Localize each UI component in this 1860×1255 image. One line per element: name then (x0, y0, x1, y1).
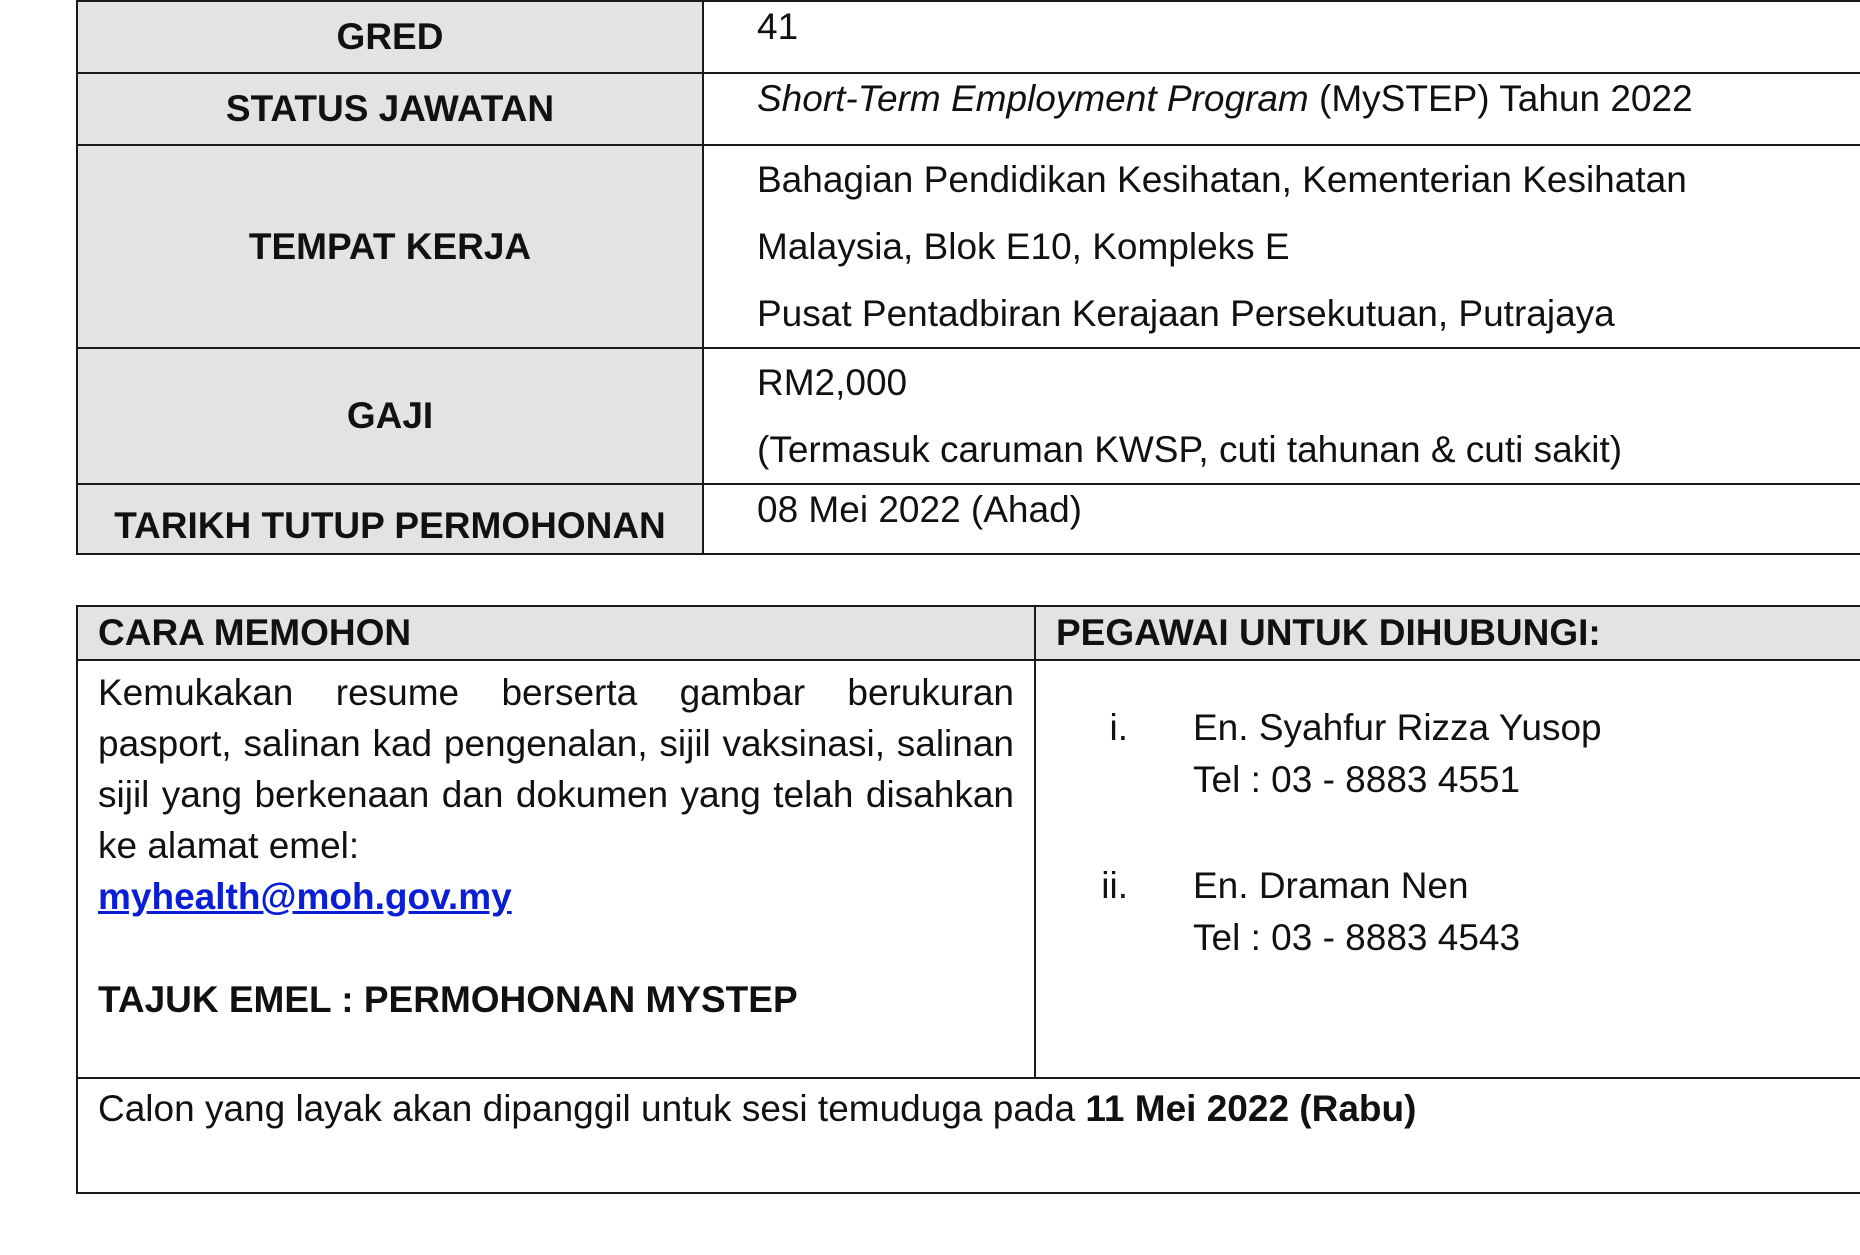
status-label: STATUS JAWATAN (77, 73, 703, 145)
contact-phone: Tel : 03 - 8883 4543 (1193, 917, 1521, 958)
contact-item (1036, 707, 1860, 865)
tempat-line: Malaysia, Blok E10, Kompleks E (757, 226, 1290, 267)
table-row (77, 1, 1860, 73)
table-row (77, 145, 1860, 348)
contact-number: i. (1109, 707, 1128, 748)
contact-phone: Tel : 03 - 8883 4551 (1193, 759, 1521, 800)
interview-date: 11 Mei 2022 (Rabu) (1085, 1088, 1417, 1129)
gred-label: GRED (77, 1, 703, 73)
status-program-year: (MySTEP) Tahun 2022 (1308, 78, 1693, 119)
gaji-line: RM2,000 (757, 362, 908, 403)
gaji-label: GAJI (77, 348, 703, 484)
application-table (76, 605, 1860, 1194)
tempat-line: Pusat Pentadbiran Kerajaan Persekutuan, Putrajaya (757, 293, 1615, 334)
contacts-cell (1035, 660, 1860, 1078)
instructions-text: Kemukakan resume berserta gambar berukuran pasport, salinan kad pengenalan, sijil vaksinasi, salinan sijil yang berkenaan dan dokumen yang telah disahkan ke alamat emel: (98, 672, 1014, 866)
contact-number: ii. (1101, 865, 1128, 906)
status-program-name: Short-Term Employment Program (757, 78, 1309, 119)
email-subject: TAJUK EMEL : PERMOHONAN MYSTEP (98, 979, 798, 1020)
table-row (77, 1078, 1860, 1193)
tempat-value (703, 145, 1860, 348)
tarikh-label: TARIKH TUTUP PERMOHONAN (77, 484, 703, 554)
status-value (703, 73, 1860, 145)
gred-value: 41 (703, 1, 1860, 73)
cara-memohon-heading: CARA MEMOHON (77, 606, 1035, 660)
table-row (77, 606, 1860, 660)
table-row (77, 73, 1860, 145)
interview-note (77, 1078, 1860, 1193)
tempat-label: TEMPAT KERJA (77, 145, 703, 348)
instructions-cell (77, 660, 1035, 1078)
tempat-line: Bahagian Pendidikan Kesihatan, Kementerian Kesihatan (757, 159, 1687, 200)
table-row (77, 348, 1860, 484)
table-row (77, 484, 1860, 554)
email-link[interactable]: myhealth@moh.gov.my (98, 876, 512, 917)
gaji-value (703, 348, 1860, 484)
pegawai-heading: PEGAWAI UNTUK DIHUBUNGI: (1035, 606, 1860, 660)
job-info-table (76, 0, 1860, 555)
gaji-line: (Termasuk caruman KWSP, cuti tahunan & cuti sakit) (757, 429, 1623, 470)
table-row (77, 660, 1860, 1078)
tarikh-value: 08 Mei 2022 (Ahad) (703, 484, 1860, 554)
contact-item (1036, 865, 1860, 1023)
contact-name: En. Syahfur Rizza Yusop (1193, 707, 1602, 748)
interview-note-text: Calon yang layak akan dipanggil untuk sesi temuduga pada (98, 1088, 1086, 1129)
contact-name: En. Draman Nen (1193, 865, 1469, 906)
